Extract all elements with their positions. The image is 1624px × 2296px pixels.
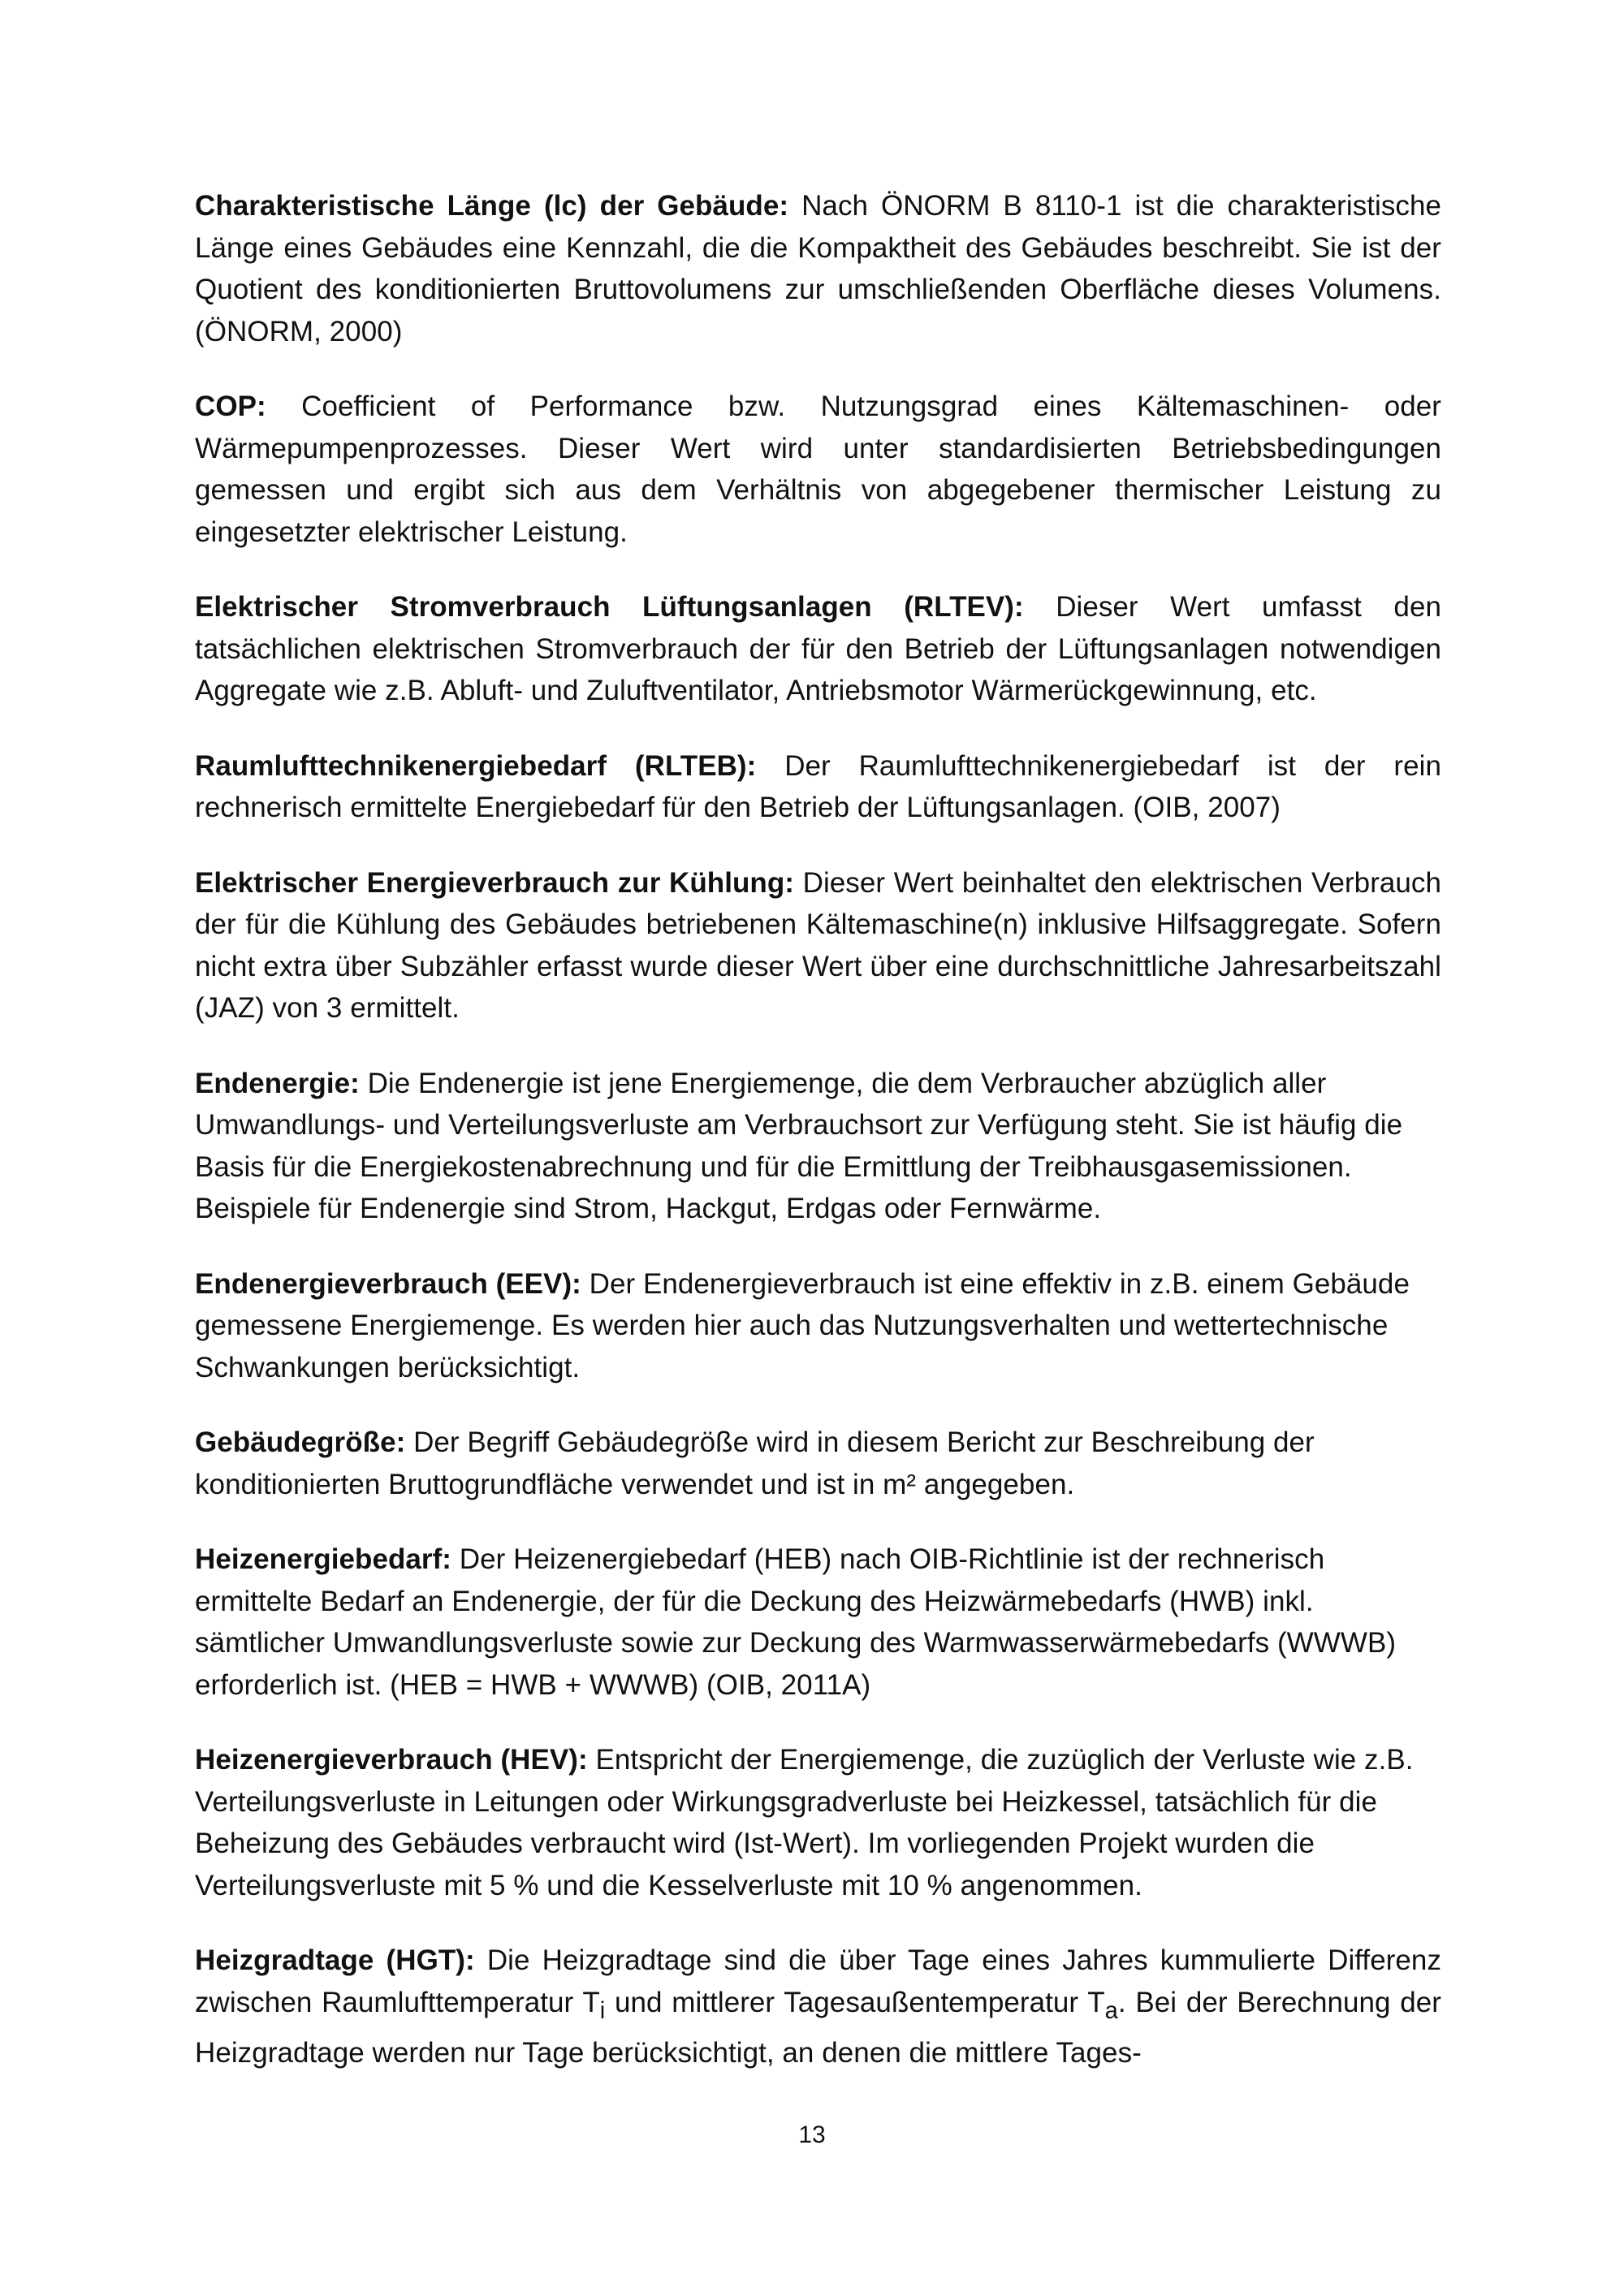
glossary-term: Endenergie: <box>195 1067 360 1099</box>
glossary-entry-cop <box>195 386 1441 553</box>
glossary-term: Heizenergiebedarf: <box>195 1543 451 1575</box>
glossary-term: COP: <box>195 391 266 422</box>
glossary-entry-hgt <box>195 1940 1441 2074</box>
glossary-entry-characteristic-length <box>195 185 1441 352</box>
glossary-definition: Entspricht der Energiemenge, die zuzüglich der Verluste wie z.B. Verteilungsverluste in Leitungen oder Wirkungsgradverluste bei Heizkessel, tatsächlich für die Beheizung des Gebäudes verbraucht wird (Ist-Wert). Im vorliegenden Projekt wurden die Verteilungsverluste mit 5 % und die Kesselverluste mit 10 % angenommen. <box>195 1744 1414 1901</box>
glossary-term: Raumlufttechnikenergiebedarf (RLTEB): <box>195 749 757 782</box>
glossary-entry-endenergie <box>195 1063 1441 1230</box>
glossary-term: Elektrischer Stromverbrauch Lüftungsanlagen (RLTEV): <box>195 591 1024 623</box>
page-number: 13 <box>798 2121 826 2148</box>
glossary-term: Elektrischer Energieverbrauch zur Kühlung: <box>195 866 794 899</box>
glossary-definition: Nach ÖNORM B 8110-1 ist die charakteristische Länge eines Gebäudes eine Kennzahl, die die Kompaktheit des Gebäudes beschreibt. Sie ist der Quotient des konditionierten Bruttovolumens zur umschließenden Oberfläche dieses Volumens. (ÖNORM, 2000) <box>195 190 1441 347</box>
glossary-definition: Der Begriff Gebäudegröße wird in diesem Bericht zur Beschreibung der konditionierten Bruttogrundfläche verwendet und ist in m² angegeben. <box>195 1426 1315 1500</box>
glossary-definition: Der Heizenergiebedarf (HEB) nach OIB-Richtlinie ist der rechnerisch ermittelte Bedarf an Endenergie, der für die Deckung des Heizwärmebedarfs (HWB) inkl. sämtlicher Umwandlungsverluste sowie zur Deckung des Warmwasserwärmebedarfs (WWWB) erforderlich ist. (HEB = HWB + WWWB) (OIB, 2011A) <box>195 1543 1397 1701</box>
subscript-i: i <box>599 1997 606 2024</box>
glossary-definition: Coefficient of Performance bzw. Nutzungsgrad eines Kältemaschinen- oder Wärmepumpenprozesses. Dieser Wert wird unter standardisierten Betriebsbedingungen gemessen und ergibt sich aus dem Verhältnis von abgegebener thermischer Leistung zu eingesetzter elektrischer Leistung. <box>195 391 1441 548</box>
glossary-entry-building-size <box>195 1422 1441 1505</box>
subscript-a: a <box>1104 1997 1118 2024</box>
glossary-term: Gebäudegröße: <box>195 1426 406 1458</box>
glossary-entry-rltev <box>195 586 1441 712</box>
glossary-definition: Dieser Wert umfasst den tatsächlichen elektrischen Stromverbrauch der für den Betrieb der Lüftungsanlagen notwendigen Aggregate wie z.B. Abluft- und Zuluftventilator, Antriebsmotor Wärmerückgewinnung, etc. <box>195 591 1441 706</box>
glossary-entry-hev <box>195 1739 1441 1906</box>
glossary-entry-rlteb <box>195 745 1441 829</box>
glossary-definition: Die Endenergie ist jene Energiemenge, die dem Verbraucher abzüglich aller Umwandlungs- und Verteilungsverluste am Verbrauchsort zur Verfügung steht. Sie ist häufig die Basis für die Energiekostenabrechnung und für die Ermittlung der Treibhausgasemissionen. Beispiele für Endenergie sind Strom, Hackgut, Erdgas oder Fernwärme. <box>195 1067 1403 1224</box>
glossary-definition-part: und mittlerer Tagesaußentemperatur T <box>605 1986 1105 2018</box>
glossary-entry-cooling-energy <box>195 862 1441 1029</box>
glossary-term: Endenergieverbrauch (EEV): <box>195 1267 581 1300</box>
glossary-definition: Der Raumlufttechnikenergiebedarf ist der rein rechnerisch ermittelte Energiebedarf für den Betrieb der Lüftungsanlagen. (OIB, 2007) <box>195 749 1441 823</box>
glossary-definition: Dieser Wert beinhaltet den elektrischen Verbrauch der für die Kühlung des Gebäudes betriebenen Kältemaschine(n) inklusive Hilfsaggregate. Sofern nicht extra über Subzähler erfasst wurde dieser Wert über eine durchschnittliche Jahresarbeitszahl (JAZ) von 3 ermittelt. <box>195 866 1441 1024</box>
glossary-entry-eev <box>195 1263 1441 1389</box>
glossary-term: Charakteristische Länge (lc) der Gebäude: <box>195 190 789 222</box>
glossary-term: Heizgradtage (HGT): <box>195 1944 475 1976</box>
glossary-entry-heb <box>195 1539 1441 1706</box>
glossary-term: Heizenergieverbrauch (HEV): <box>195 1744 588 1776</box>
glossary-definition-part: . Bei der Berechnung der Heizgradtage werden nur Tage berücksichtigt, an denen die mittlere Tages- <box>195 1986 1442 2069</box>
glossary-definition-part: Die Heizgradtage sind die über Tage eines Jahres kummulierte Differenz zwischen Raumlufttemperatur T <box>195 1944 1441 2018</box>
document-page <box>195 185 1441 2108</box>
glossary-definition: Der Endenergieverbrauch ist eine effektiv in z.B. einem Gebäude gemessene Energiemenge. Es werden hier auch das Nutzungsverhalten und wettertechnische Schwankungen berücksichtigt. <box>195 1267 1410 1383</box>
